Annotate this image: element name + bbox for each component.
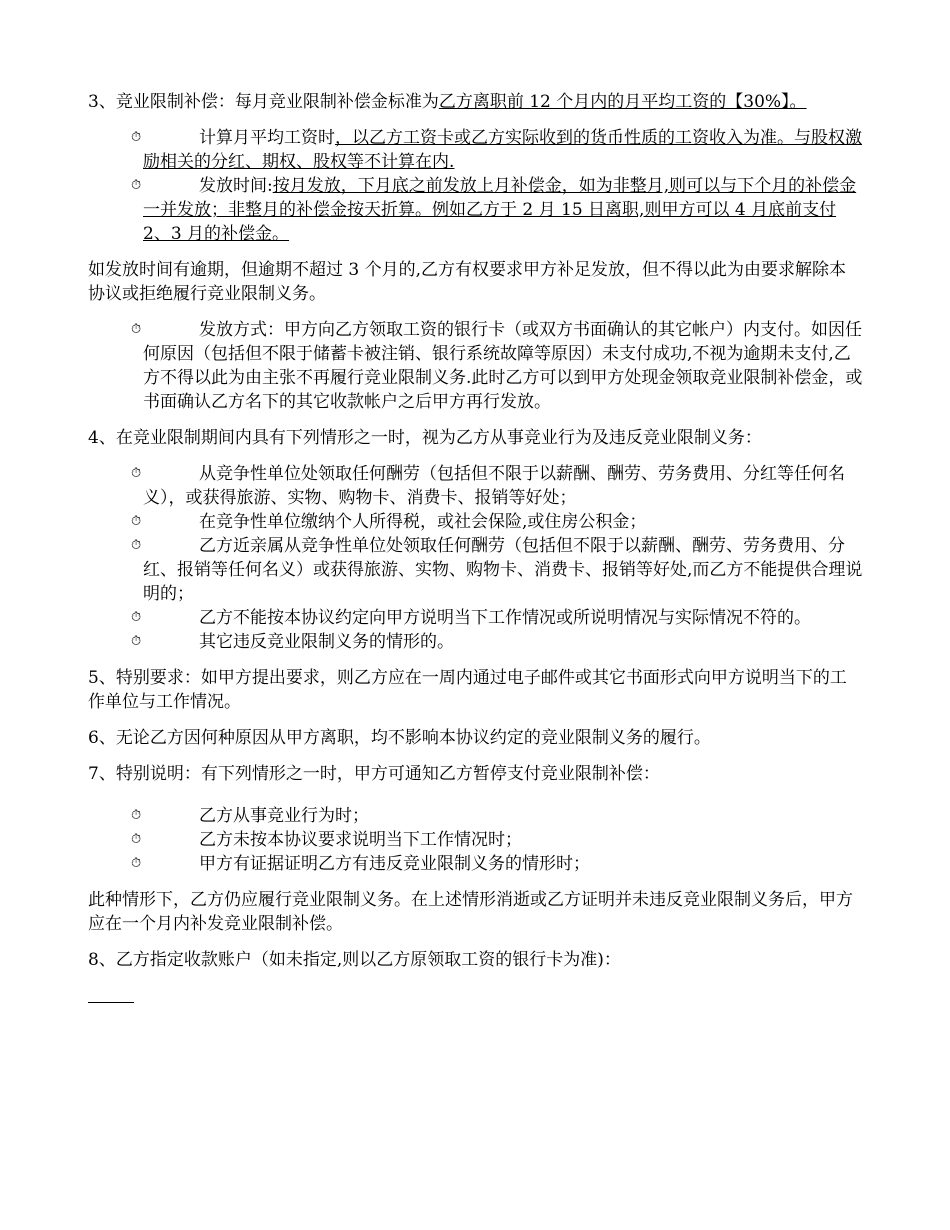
list-item: ⏱ 从竞争性单位处领取任何酬劳（包括但不限于以薪酬、酬劳、劳务费用、分红等任何名义），或获得旅游、实物、购物卡、消费卡、报销等好处； xyxy=(131,464,845,508)
section-7-heading: 7、特别说明：有下列情形之一时，甲方可通知乙方暂停支付竞业限制补偿： xyxy=(88,764,660,784)
list-item: ⏱ 乙方未按本协议要求说明当下工作情况时； xyxy=(131,830,522,850)
list-item: ⏱ 乙方不能按本协议约定向甲方说明当下工作情况或所说明情况与实际情况不符的。 xyxy=(131,608,811,628)
document-page xyxy=(88,90,863,1010)
clock-icon: ⏱ xyxy=(131,808,142,823)
delay-paragraph: 如发放时间有逾期，但逾期不超过 3 个月的,乙方有权要求甲方补足发放，但不得以此为由要求解除本协议或拒绝履行竞业限制义务。 xyxy=(88,260,847,304)
section-7-after: 此种情形下，乙方仍应履行竞业限制义务。在上述情形消逝或乙方证明并未违反竞业限制义务后，甲方应在一个月内补发竞业限制补偿。 xyxy=(88,890,853,934)
clock-icon: ⏱ xyxy=(131,322,142,337)
account-blank-line xyxy=(88,986,863,1010)
section-8-heading: 8、乙方指定收款账户（如未指定,则以乙方原领取工资的银行卡为准)： xyxy=(88,950,621,970)
section-3-list xyxy=(88,126,863,246)
clock-icon: ⏱ xyxy=(131,832,142,847)
list-item: ⏱ 发放方式：甲方向乙方领取工资的银行卡（或双方书面确认的其它帐户）内支付。如因任何原因（包括但不限于储蓄卡被注销、银行系统故障等原因）未支付成功,不视为逾期未支付,乙方不得以此为由主张不再履行竞业限制义务.此时乙方可以到甲方处现金领取竞业限制补偿金，或书面确认乙方名下的其它收款帐户之后甲方再行发放。 xyxy=(131,320,863,412)
clock-icon: ⏱ xyxy=(131,466,142,481)
list-item: ⏱ 乙方从事竞业行为时； xyxy=(131,806,369,826)
clock-icon: ⏱ xyxy=(131,538,142,553)
section-6-paragraph: 6、无论乙方因何种原因从甲方离职，均不影响本协议约定的竞业限制义务的履行。 xyxy=(88,728,711,748)
section-4-list xyxy=(88,462,863,654)
list-item: ⏱ 其它违反竞业限制义务的情形的。 xyxy=(131,632,454,652)
clock-icon: ⏱ xyxy=(131,856,142,871)
list-item: ⏱ 发放时间:按月发放，下月底之前发放上月补偿金，如为非整月,则可以与下个月的补偿金一并发放；非整月的补偿金按天折算。例如乙方于 2 月 15 日离职,则甲方可以 4 月底前支付 2、3 月的补偿金。 xyxy=(131,176,857,244)
blank-underline xyxy=(88,988,134,1003)
section-3-heading: 3、竞业限制补偿：每月竞业限制补偿金标准为乙方离职前 12 个月内的月平均工资的【30%】。 xyxy=(88,92,807,112)
list-item: ⏱ 乙方近亲属从竞争性单位处领取任何酬劳（包括但不限于以薪酬、酬劳、劳务费用、分红、报销等任何名义）或获得旅游、实物、购物卡、消费卡、报销等好处,而乙方不能提供合理说明的； xyxy=(131,536,863,604)
clock-icon: ⏱ xyxy=(131,610,142,625)
clock-icon: ⏱ xyxy=(131,514,142,529)
list-item: ⏱ 在竞争性单位缴纳个人所得税，或社会保险,或住房公积金； xyxy=(131,512,647,532)
clock-icon: ⏱ xyxy=(131,634,142,649)
section-3-underlined-standard: 乙方离职前 12 个月内的月平均工资的【30%】。 xyxy=(438,92,807,112)
clock-icon: ⏱ xyxy=(131,130,142,145)
section-5-paragraph: 5、特别要求：如甲方提出要求，则乙方应在一周内通过电子邮件或其它书面形式向甲方说明当下的工作单位与工作情况。 xyxy=(88,668,847,712)
section-7-list xyxy=(88,804,863,876)
section-4-heading: 4、在竞业限制期间内具有下列情形之一时，视为乙方从事竞业行为及违反竞业限制义务： xyxy=(88,428,762,448)
list-item: ⏱ 计算月平均工资时，以乙方工资卡或乙方实际收到的货币性质的工资收入为准。与股权激励相关的分红、期权、股权等不计算在内. xyxy=(131,128,862,172)
clock-icon: ⏱ xyxy=(131,178,142,193)
list-item: ⏱ 甲方有证据证明乙方有违反竞业限制义务的情形时； xyxy=(131,854,590,874)
payment-method-list xyxy=(88,318,863,414)
